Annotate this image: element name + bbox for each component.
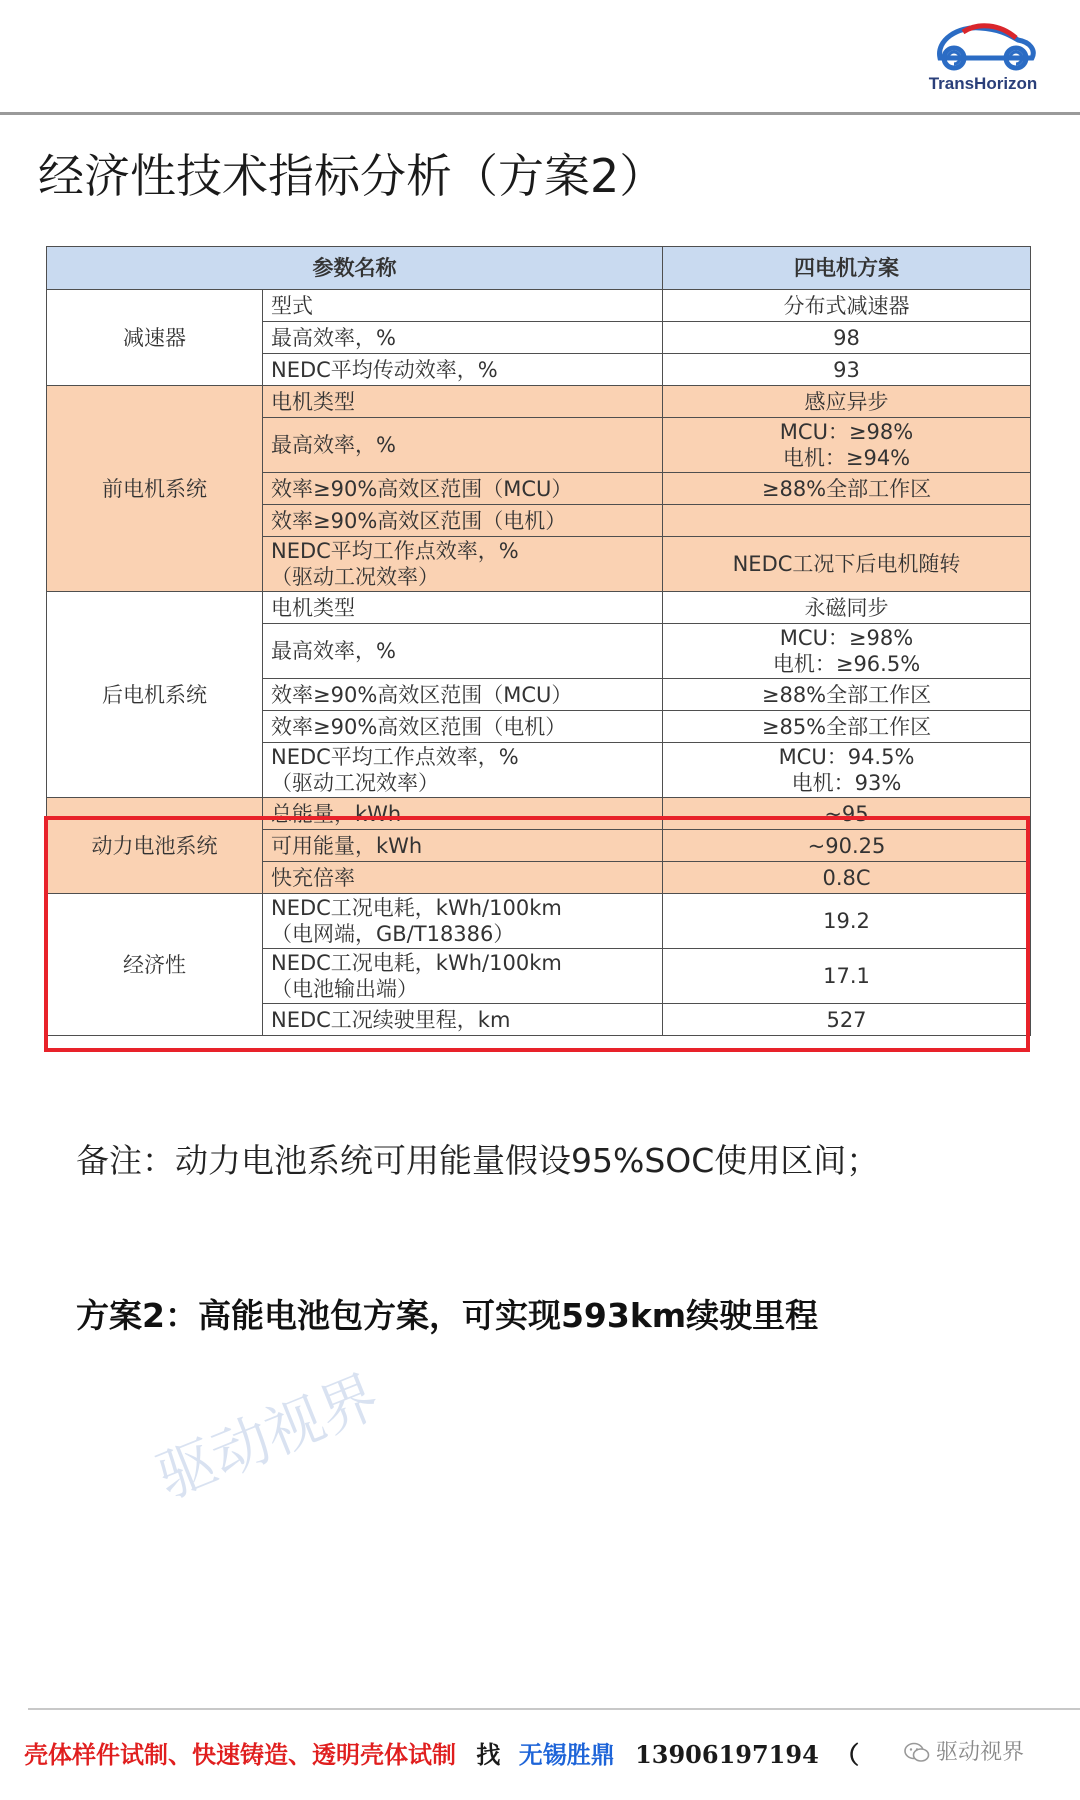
param-line: NEDC平均工作点效率，% (271, 745, 519, 769)
footer-brand (904, 1735, 1024, 1766)
footer-paren: （ (835, 1740, 860, 1769)
param-line: （驱动工况效率） (271, 565, 439, 589)
car-logo-icon (918, 18, 1048, 76)
group-battery: 动力电池系统 (47, 798, 263, 894)
param-cell: 效率≥90%高效区范围（电机） (263, 505, 663, 537)
footer-company: 无锡胜鼎 (518, 1740, 615, 1769)
footnote: 备注：动力电池系统可用能量假设95%SOC使用区间； (76, 1141, 880, 1180)
value-cell (663, 505, 1031, 537)
value-line: 电机：93% (791, 771, 902, 795)
param-line: （驱动工况效率） (271, 771, 439, 795)
value-cell: 93 (663, 354, 1031, 386)
logo-text: TransHorizon (928, 74, 1038, 93)
value-line: MCU：≥98% (779, 626, 914, 650)
header-divider (0, 112, 1080, 115)
param-cell: 最高效率，% (263, 624, 663, 679)
value-cell: 98 (663, 322, 1031, 354)
param-cell: 型式 (263, 290, 663, 322)
value-cell: 527 (663, 1004, 1031, 1036)
value-line: 电机：≥96.5% (772, 652, 921, 676)
transhorizon-logo (918, 18, 1048, 96)
param-cell (263, 894, 663, 949)
value-cell: 永磁同步 (663, 592, 1031, 624)
value-cell (663, 624, 1031, 679)
param-line: NEDC工况电耗，kWh/100km (271, 951, 562, 975)
value-cell: 19.2 (663, 894, 1031, 949)
footer-banner (24, 1735, 1080, 1775)
param-cell: NEDC工况续驶里程，km (263, 1004, 663, 1036)
footer-services: 壳体样件试制、快速铸造、透明壳体试制 (24, 1740, 456, 1769)
value-cell: ≥88%全部工作区 (663, 679, 1031, 711)
footer-divider (28, 1708, 1080, 1710)
group-economy: 经济性 (47, 894, 263, 1036)
param-cell: 效率≥90%高效区范围（MCU） (263, 679, 663, 711)
param-cell: 快充倍率 (263, 862, 663, 894)
param-cell: 效率≥90%高效区范围（MCU） (263, 473, 663, 505)
param-line: （电池输出端） (271, 977, 418, 1001)
param-cell: NEDC平均传动效率，% (263, 354, 663, 386)
param-cell: 电机类型 (263, 592, 663, 624)
value-cell: ≥88%全部工作区 (663, 473, 1031, 505)
value-cell: ≥85%全部工作区 (663, 711, 1031, 743)
page-title: 经济性技术指标分析（方案2） (38, 149, 666, 203)
param-line: NEDC平均工作点效率，% (271, 539, 519, 563)
value-cell: ~95 (663, 798, 1031, 830)
param-cell: 最高效率，% (263, 322, 663, 354)
footer-phone: 13906197194 (635, 1740, 819, 1769)
group-rear-motor: 后电机系统 (47, 592, 263, 798)
value-cell: 0.8C (663, 862, 1031, 894)
param-cell: 最高效率，% (263, 418, 663, 473)
param-cell: 可用能量，kWh (263, 830, 663, 862)
value-cell: 感应异步 (663, 386, 1031, 418)
value-line: 电机：≥94% (782, 446, 911, 470)
header-param-name: 参数名称 (47, 247, 663, 290)
param-cell (263, 537, 663, 592)
param-cell (263, 949, 663, 1004)
header-scheme: 四电机方案 (663, 247, 1031, 290)
footer-brand-text: 驱动视界 (936, 1740, 1025, 1765)
value-cell: NEDC工况下后电机随转 (663, 537, 1031, 592)
plan-summary: 方案2：高能电池包方案，可实现593km续驶里程 (76, 1296, 819, 1335)
spec-table (46, 246, 1030, 1036)
param-cell: 总能量，kWh (263, 798, 663, 830)
value-cell (663, 743, 1031, 798)
group-front-motor: 前电机系统 (47, 386, 263, 592)
value-line: MCU：94.5% (778, 745, 915, 769)
value-cell (663, 418, 1031, 473)
value-cell: ~90.25 (663, 830, 1031, 862)
footer-find: 找 (476, 1740, 501, 1769)
param-cell: 效率≥90%高效区范围（电机） (263, 711, 663, 743)
param-line: NEDC工况电耗，kWh/100km (271, 896, 562, 920)
value-line: MCU：≥98% (779, 420, 914, 444)
value-cell: 17.1 (663, 949, 1031, 1004)
value-cell: 分布式减速器 (663, 290, 1031, 322)
param-cell: 电机类型 (263, 386, 663, 418)
param-cell (263, 743, 663, 798)
param-line: （电网端，GB/T18386） (271, 922, 515, 946)
group-reducer: 减速器 (47, 290, 263, 386)
wechat-icon (904, 1742, 930, 1764)
watermark: 驱动视界 (147, 1361, 389, 1512)
